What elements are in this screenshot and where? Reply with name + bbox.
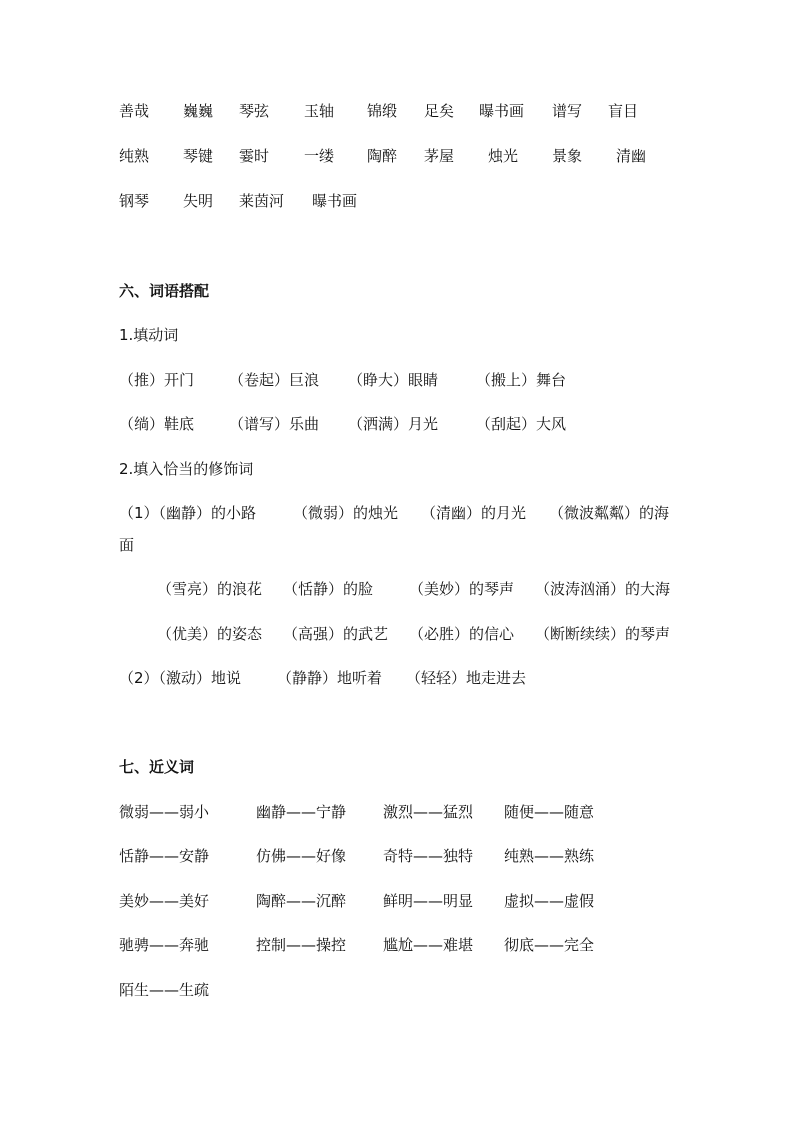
synonym-pair: 恬静——安静 xyxy=(119,847,210,865)
modifier-phrase: （清幽）的月光 xyxy=(421,504,527,522)
word: 谱写 xyxy=(552,102,583,120)
modifier-phrase: （微波粼粼）的海 xyxy=(549,504,670,522)
synonym-pair: 奇特——独特 xyxy=(383,847,474,865)
synonym-pair: 纯熟——熟练 xyxy=(504,847,595,865)
word: 琴弦 xyxy=(239,102,270,120)
modifier-phrase: （优美）的姿态 xyxy=(157,625,263,643)
word: 曝书画 xyxy=(312,192,358,210)
modifier-phrase: （高强）的武艺 xyxy=(283,625,389,643)
modifier-phrase: （轻轻）地走进去 xyxy=(406,669,527,687)
word: 陶醉 xyxy=(367,147,398,165)
word: 巍巍 xyxy=(183,102,214,120)
word: 失明 xyxy=(183,192,214,210)
synonym-pair: 鲜明——明显 xyxy=(383,892,474,910)
modifiers-row-1-wrap: 面 xyxy=(119,536,135,554)
modifier-phrase: （美妙）的琴声 xyxy=(409,580,515,598)
verb-phrase: （绱）鞋底 xyxy=(119,415,195,433)
synonym-pair: 激烈——猛烈 xyxy=(383,803,474,821)
word: 足矣 xyxy=(424,102,455,120)
synonym-pair: 仿佛——好像 xyxy=(256,847,347,865)
synonym-pair: 随便——随意 xyxy=(504,803,595,821)
synonym-pair: 彻底——完全 xyxy=(504,936,595,954)
word: 钢琴 xyxy=(119,192,150,210)
synonym-pair: 尴尬——难堪 xyxy=(383,936,474,954)
section-7-title: 七、近义词 xyxy=(119,758,195,776)
verb-phrase: （睁大）眼睛 xyxy=(348,371,439,389)
word: 霎时 xyxy=(239,147,270,165)
section-6-subtitle-1: 1.填动词 xyxy=(119,326,179,344)
word: 琴键 xyxy=(183,147,214,165)
modifier-phrase: （恬静）的脸 xyxy=(283,580,374,598)
verb-phrase: （卷起）巨浪 xyxy=(229,371,320,389)
word: 盲目 xyxy=(608,102,639,120)
verb-phrase: （洒满）月光 xyxy=(348,415,439,433)
word: 景象 xyxy=(552,147,583,165)
synonym-pair: 幽静——宁静 xyxy=(256,803,347,821)
modifier-phrase: （微弱）的烛光 xyxy=(293,504,399,522)
verb-phrase: （推）开门 xyxy=(119,371,195,389)
synonym-pair: 陌生——生疏 xyxy=(119,981,210,999)
word: 曝书画 xyxy=(479,102,525,120)
word: 玉轴 xyxy=(304,102,335,120)
word: 清幽 xyxy=(616,147,647,165)
word: 一缕 xyxy=(304,147,335,165)
modifier-phrase: （1）（幽静）的小路 xyxy=(119,504,257,522)
word: 纯熟 xyxy=(119,147,150,165)
modifier-phrase: （必胜）的信心 xyxy=(409,625,515,643)
synonym-pair: 微弱——弱小 xyxy=(119,803,210,821)
verb-phrase: （刮起）大风 xyxy=(476,415,567,433)
verb-phrase: （搬上）舞台 xyxy=(476,371,567,389)
word: 锦缎 xyxy=(367,102,398,120)
word: 茅屋 xyxy=(424,147,455,165)
modifier-phrase: （断断续续）的琴声 xyxy=(535,625,671,643)
synonym-pair: 控制——操控 xyxy=(256,936,347,954)
synonym-pair: 虚拟——虚假 xyxy=(504,892,595,910)
word: 烛光 xyxy=(488,147,519,165)
synonym-pair: 驰骋——奔驰 xyxy=(119,936,210,954)
modifier-phrase: （波涛汹涌）的大海 xyxy=(535,580,671,598)
synonym-pair: 陶醉——沉醉 xyxy=(256,892,347,910)
modifier-phrase: （静静）地听着 xyxy=(277,669,383,687)
modifier-phrase: （雪亮）的浪花 xyxy=(157,580,263,598)
synonym-pair: 美妙——美好 xyxy=(119,892,210,910)
verb-phrase: （谱写）乐曲 xyxy=(229,415,320,433)
modifier-phrase: （2）（激动）地说 xyxy=(119,669,242,687)
word: 善哉 xyxy=(119,102,150,120)
word: 莱茵河 xyxy=(239,192,285,210)
section-6-subtitle-2: 2.填入恰当的修饰词 xyxy=(119,460,254,478)
section-6-title: 六、词语搭配 xyxy=(119,282,210,300)
